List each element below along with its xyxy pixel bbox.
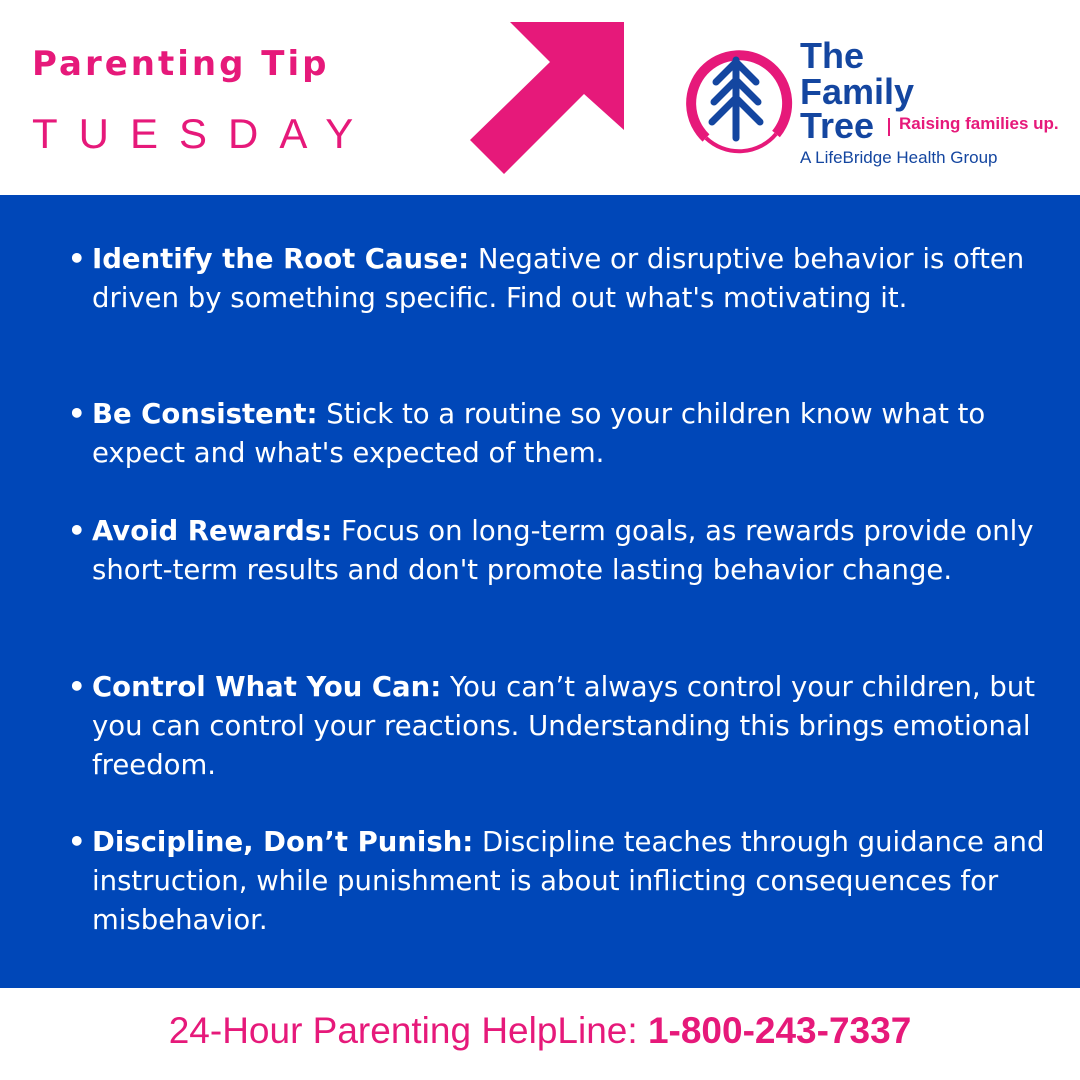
brand-tagline: Raising families up. xyxy=(899,114,1059,133)
brand-subtitle: A LifeBridge Health Group xyxy=(800,148,998,167)
helpline-label: 24-Hour Parenting HelpLine: xyxy=(168,1010,648,1051)
bullet-icon: • xyxy=(68,515,86,547)
tip-item xyxy=(68,512,1052,590)
tip-heading: Avoid Rewards: xyxy=(92,515,333,547)
tip-item xyxy=(68,395,1052,473)
tree-circle-logo xyxy=(676,40,796,160)
tip-body: Stick to a routine so your children know what to expect and what's expected of them. xyxy=(92,398,986,469)
brand-name-line-1: The xyxy=(800,35,865,76)
bullet-icon: • xyxy=(68,826,86,858)
tip-body: You can’t always control your children, but you can control your reactions. Understanding this brings emotional freedom. xyxy=(92,671,1036,781)
tip-heading: Discipline, Don’t Punish: xyxy=(92,826,474,858)
header xyxy=(0,0,1080,195)
tip-body: Discipline teaches through guidance and instruction, while punishment is about inflicting consequences for misbehavior. xyxy=(92,826,1045,936)
tip-body: Focus on long-term goals, as rewards provide only short-term results and don't promote lasting behavior change. xyxy=(92,515,1034,586)
brand-name-line-3: Tree xyxy=(800,105,875,146)
arrow-up-right-icon xyxy=(470,22,630,174)
brand-name-line-2: Family xyxy=(800,71,915,112)
bullet-icon: • xyxy=(68,398,86,430)
tip-heading: Control What You Can: xyxy=(92,671,442,703)
footer xyxy=(0,988,1080,1080)
brand-divider xyxy=(888,118,890,136)
tip-item xyxy=(68,668,1052,785)
helpline xyxy=(0,1010,1080,1052)
bullet-icon: • xyxy=(68,243,86,275)
bullet-icon: • xyxy=(68,671,86,703)
tip-heading: Be Consistent: xyxy=(92,398,318,430)
title-line-1: Parenting Tip xyxy=(32,44,330,84)
tips-panel xyxy=(0,195,1080,988)
tip-body: Negative or disruptive behavior is often driven by something specific. Find out what's motivating it. xyxy=(92,243,1025,314)
title-line-2: TUESDAY xyxy=(32,110,375,157)
tip-heading: Identify the Root Cause: xyxy=(92,243,470,275)
tip-item xyxy=(68,823,1052,940)
helpline-number[interactable]: 1-800-243-7337 xyxy=(647,1010,912,1051)
tip-item xyxy=(68,240,1052,318)
